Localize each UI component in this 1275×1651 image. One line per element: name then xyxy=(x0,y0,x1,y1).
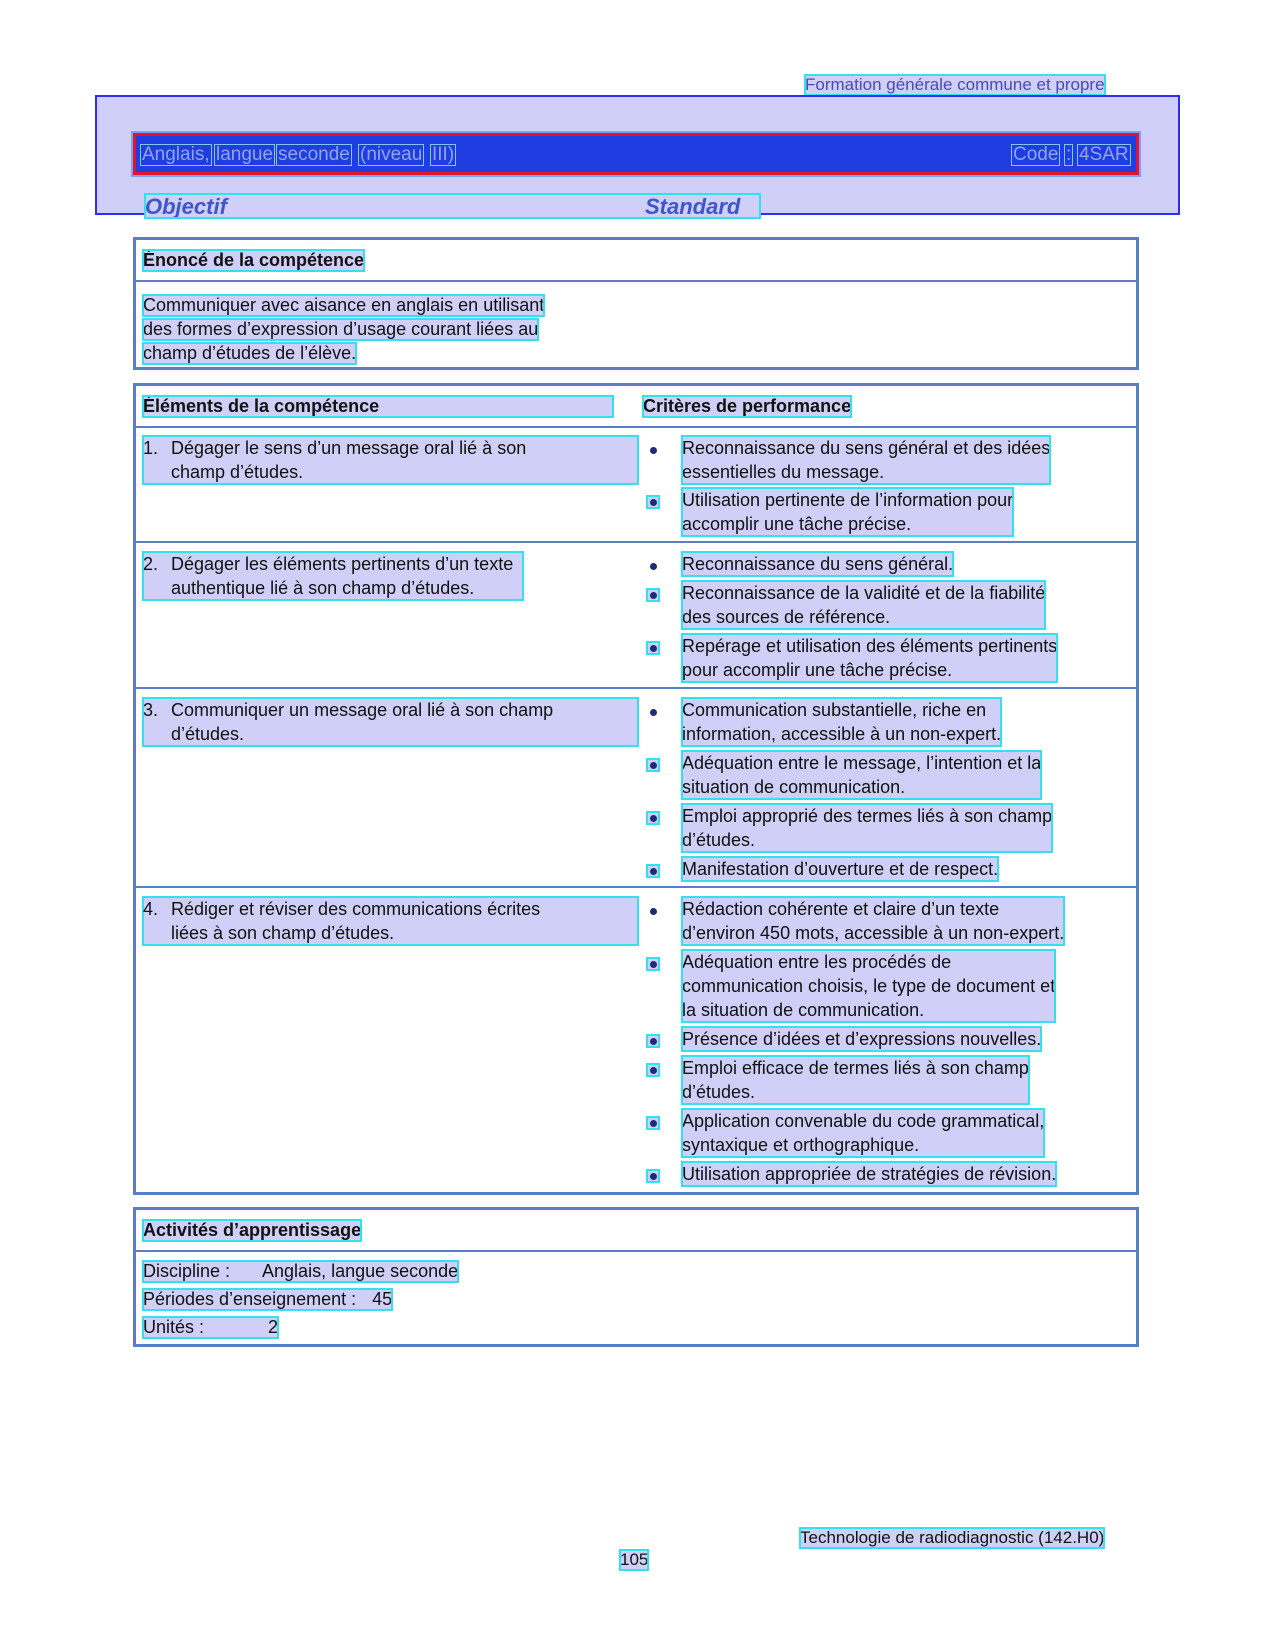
bullet-icon xyxy=(647,1035,659,1047)
bullet-icon xyxy=(647,759,659,771)
criterion: Repérage et utilisation des éléments pertinents pour accomplir une tâche précise. xyxy=(682,636,1058,680)
discipline-value: Anglais, langue seconde xyxy=(262,1261,459,1281)
element-line: Dégager le sens d’un message oral lié à son xyxy=(171,438,527,458)
document-section-header: Formation générale commune et propre xyxy=(805,75,1105,94)
bullet-icon xyxy=(647,706,659,718)
bullet-icon xyxy=(647,1170,659,1182)
criterion: Adéquation entre le message, l’intention et la situation de communication. xyxy=(682,753,1042,797)
element-number: 1. xyxy=(143,438,159,458)
bullet-icon xyxy=(647,589,659,601)
element-1 xyxy=(143,436,638,484)
title-word: III) xyxy=(432,144,455,165)
bullet-icon xyxy=(647,865,659,877)
bullet-icon xyxy=(647,812,659,824)
title-word: seconde xyxy=(278,144,350,165)
bullet-icon xyxy=(647,1064,659,1076)
criterion: Reconnaissance du sens général et des idées essentielles du message. xyxy=(682,438,1051,482)
criterion: Rédaction cohérente et claire d’un texte d’environ 450 mots, accessible à un non-expert. xyxy=(682,899,1065,943)
elements-heading: Éléments de la compétence xyxy=(143,396,613,417)
element-4: 4. Rédiger et réviser des communications écrites liées à son champ d’études. xyxy=(143,897,638,945)
competence-statement-heading: Énoncé de la compétence xyxy=(143,250,365,270)
competence-statement-line: des formes d’expression d’usage courant liées au xyxy=(143,319,539,339)
row-divider xyxy=(136,687,1136,689)
criterion: Reconnaissance de la validité et de la fiabilité des sources de référence. xyxy=(682,583,1046,627)
periods-line xyxy=(143,1289,392,1310)
criterion: Reconnaissance du sens général. xyxy=(682,554,954,574)
bullet-icon xyxy=(647,905,659,917)
criterion: Manifestation d’ouverture et de respect. xyxy=(682,859,999,879)
criterion: Emploi efficace de termes liés à son champ d’études. xyxy=(682,1058,1029,1102)
code-separator: : xyxy=(1066,144,1072,165)
criterion: Présence d’idées et d’expressions nouvelles. xyxy=(682,1029,1042,1049)
bullet-icon xyxy=(647,496,659,508)
title-word: Anglais, xyxy=(142,144,210,165)
row-divider xyxy=(136,541,1136,543)
element-2: 2. Dégager les éléments pertinents d’un texte authentique lié à son champ d’études. xyxy=(143,552,523,600)
title-word: (niveau xyxy=(360,144,423,165)
criterion: Emploi approprié des termes liés à son champ d’études. xyxy=(682,806,1053,850)
learning-activities-box xyxy=(133,1207,1139,1347)
learning-activities-heading: Activités d’apprentissage xyxy=(143,1220,362,1240)
row-divider xyxy=(136,886,1136,888)
bullet-icon xyxy=(647,958,659,970)
periods-value: 45 xyxy=(372,1289,393,1309)
code-label: Code xyxy=(1013,144,1059,165)
bullet-icon xyxy=(647,1117,659,1129)
periods-label: Périodes d’enseignement : xyxy=(143,1289,357,1309)
standard-label: Standard xyxy=(645,194,741,219)
competence-statement-line: champ d’études de l’élève. xyxy=(143,343,357,363)
bullet-icon xyxy=(647,444,659,456)
objective-standard-labels xyxy=(145,194,760,218)
element-line: champ d’études. xyxy=(171,462,304,482)
element-3: 3. Communiquer un message oral lié à son champ d’études. xyxy=(143,698,638,746)
bullet-icon xyxy=(647,560,659,572)
elements-criteria-box xyxy=(133,383,1139,1195)
criterion: Utilisation pertinente de l’information pour accomplir une tâche précise. xyxy=(682,490,1014,534)
course-title-bar xyxy=(133,133,1139,175)
bullet-icon xyxy=(647,642,659,654)
program-footer: Technologie de radiodiagnostic (142.H0) xyxy=(800,1528,1105,1547)
course-code: 4SAR xyxy=(1079,144,1129,165)
objective-label: Objectif xyxy=(145,194,227,219)
criterion: Adéquation entre les procédés de communication choisis, le type de document et la situation de communication. xyxy=(682,952,1056,1020)
criterion: Application convenable du code grammatical, syntaxique et orthographique. xyxy=(682,1111,1045,1155)
units-line xyxy=(143,1317,278,1338)
criteria-heading: Critères de performance xyxy=(643,396,852,416)
units-label: Unités : xyxy=(143,1317,205,1337)
competence-statement-box xyxy=(133,237,1139,370)
competence-statement-line: Communiquer avec aisance en anglais en utilisant xyxy=(143,295,545,315)
discipline-label: Discipline : xyxy=(143,1261,231,1281)
criterion: Utilisation appropriée de stratégies de révision. xyxy=(682,1164,1057,1184)
title-word: langue xyxy=(216,144,274,165)
discipline-line xyxy=(143,1261,458,1282)
units-value: 2 xyxy=(268,1317,279,1337)
page-number: 105 xyxy=(620,1550,649,1569)
criterion: Communication substantielle, riche en information, accessible à un non-expert. xyxy=(682,700,1002,744)
